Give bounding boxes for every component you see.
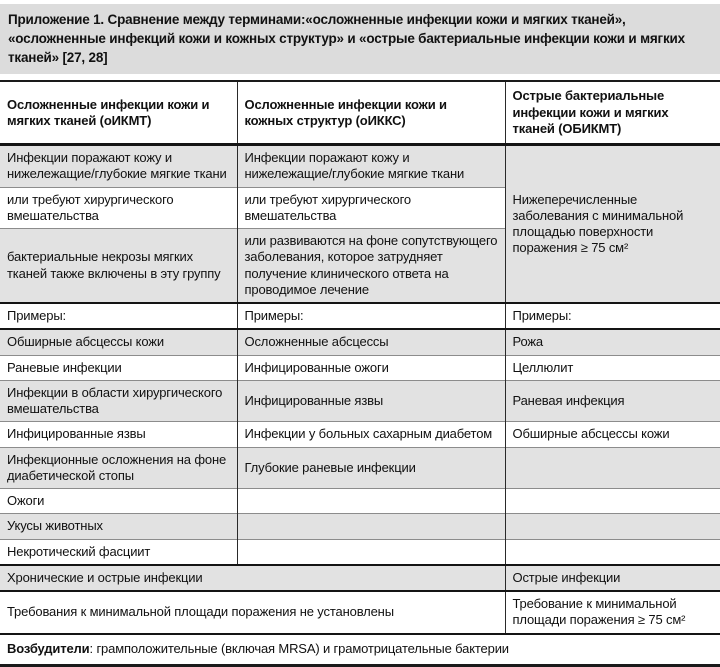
example-cell: Обширные абсцессы кожи — [0, 329, 237, 355]
example-row — [0, 380, 720, 422]
min-area-row — [0, 591, 720, 634]
example-cell — [505, 514, 720, 539]
comparison-table — [0, 80, 720, 667]
example-cell: Инфицированные язвы — [237, 380, 505, 422]
example-cell: Раневые инфекции — [0, 355, 237, 380]
example-cell: Осложненные абсцессы — [237, 329, 505, 355]
examples-label: Примеры: — [512, 308, 572, 324]
example-cell: Обширные абсцессы кожи — [512, 426, 670, 442]
example-cell: Некротический фасциит — [0, 539, 237, 565]
pathogens-row — [0, 634, 720, 666]
example-row — [0, 447, 720, 489]
definition-row — [0, 145, 720, 188]
definition-cell: или требуют хирургического вмешательства — [0, 187, 237, 229]
example-cell: Ожоги — [0, 489, 237, 514]
min-area-note-cell: Нижеперечисленные заболевания с минимальной площадью поверхности поражения ≥ 75 см² — [505, 145, 720, 304]
example-row — [0, 355, 720, 380]
example-row — [0, 514, 720, 539]
example-cell: Инфицированные ожоги — [237, 355, 505, 380]
column-header-oikks: Осложненные инфекции кожи и кожных структур (оИККС) — [237, 81, 505, 144]
example-cell: Инфекции у больных сахарным диабетом — [237, 422, 505, 447]
acute-cell: Острые инфекции — [505, 565, 720, 591]
column-header-obikmt: Острые бактериальные инфекции кожи и мягких тканей (ОБИКМТ) — [512, 88, 669, 136]
examples-label: Примеры: — [237, 303, 505, 329]
definition-cell: Инфекции поражают кожу и нижележащие/глубокие мягкие ткани — [0, 145, 237, 188]
definition-cell: Инфекции поражают кожу и нижележащие/глубокие мягкие ткани — [237, 145, 505, 188]
example-cell: Укусы животных — [0, 514, 237, 539]
example-row — [0, 539, 720, 565]
pathogens-text: : грамположительные (включая MRSA) и грамотрицательные бактерии — [89, 640, 509, 656]
appendix-title: Приложение 1. Сравнение между терминами:«осложненные инфекции кожи и мягких тканей», «осложненные инфекций кожи и кожных структур» и «острые бактериальные инфекции кожи и мягких тканей» [27, 28] — [0, 4, 720, 74]
table-header-row — [0, 81, 720, 144]
example-row — [0, 422, 720, 447]
min-area-requirement-left-cell: Требования к минимальной площади поражения не установлены — [0, 591, 505, 634]
definition-cell: бактериальные некрозы мягких тканей также включены в эту группу — [0, 229, 237, 304]
chronic-acute-cell: Хронические и острые инфекции — [0, 565, 505, 591]
example-cell: Целлюлит — [512, 359, 574, 375]
column-header-oikmt: Осложненные инфекции кожи и мягких тканей (оИКМТ) — [0, 81, 237, 144]
example-row — [0, 329, 720, 355]
example-cell — [505, 447, 720, 489]
pathogens-cell — [0, 634, 720, 666]
example-cell — [237, 514, 505, 539]
min-area-requirement-right-cell: Требование к минимальной площади поражения ≥ 75 см² — [512, 596, 686, 628]
example-cell — [237, 539, 505, 565]
example-cell: Раневая инфекция — [505, 380, 720, 422]
examples-heading-row — [0, 303, 720, 329]
example-cell: Глубокие раневые инфекции — [237, 447, 505, 489]
example-row — [0, 489, 720, 514]
infection-type-row — [0, 565, 720, 591]
pathogens-label: Возбудители — [7, 640, 90, 656]
examples-label: Примеры: — [0, 303, 237, 329]
example-cell — [505, 489, 720, 514]
example-cell: Рожа — [505, 329, 720, 355]
example-cell: Инфекции в области хирургического вмешательства — [0, 380, 237, 422]
definition-cell: или развиваются на фоне сопутствующего заболевания, которое затрудняет получение клинического ответа на проводимое лечение — [237, 229, 505, 304]
example-cell — [237, 489, 505, 514]
definition-cell: или требуют хирургического вмешательства — [237, 187, 505, 229]
example-cell — [505, 539, 720, 565]
example-cell: Инфекционные осложнения на фоне диабетической стопы — [0, 447, 237, 489]
example-cell: Инфицированные язвы — [0, 422, 237, 447]
